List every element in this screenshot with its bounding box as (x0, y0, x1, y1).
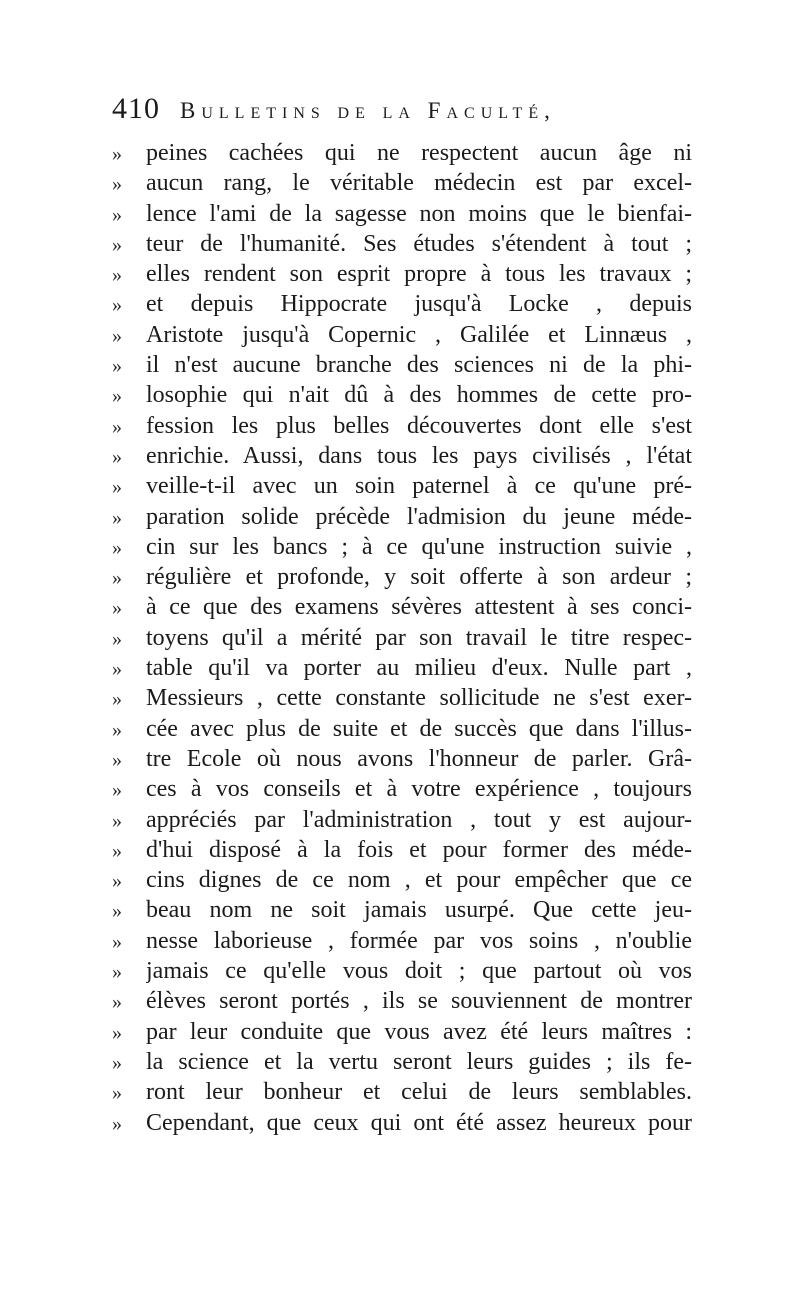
line-text: Messieurs , cette constante sollicitude ne s'est exer- (146, 685, 692, 712)
text-line (112, 534, 692, 564)
quotation-mark: » (112, 1082, 122, 1105)
text-line (112, 170, 692, 200)
quotation-mark: » (112, 264, 122, 287)
text-line (112, 352, 692, 382)
text-line (112, 655, 692, 685)
line-text: aucun rang, le véritable médecin est par excel- (146, 170, 692, 197)
text-line (112, 807, 692, 837)
quotation-mark: » (112, 688, 122, 711)
quotation-mark: » (112, 1021, 122, 1044)
line-text: Aristote jusqu'à Copernic , Galilée et Linnæus , (146, 321, 692, 348)
text-line (112, 413, 692, 443)
text-line (112, 201, 692, 231)
text-line (112, 867, 692, 897)
text-line (112, 1110, 692, 1140)
quotation-mark: » (112, 233, 122, 256)
quotation-mark: » (112, 627, 122, 650)
text-line (112, 897, 692, 927)
text-line (112, 837, 692, 867)
line-text: et depuis Hippocrate jusqu'à Locke , depuis (146, 291, 692, 318)
text-line (112, 140, 692, 170)
quotation-mark: » (112, 355, 122, 378)
text-line (112, 746, 692, 776)
line-text: il n'est aucune branche des sciences ni de la phi- (146, 352, 692, 379)
quotation-mark: » (112, 1051, 122, 1074)
line-text: ces à vos conseils et à votre expérience , toujours (146, 776, 692, 803)
line-text: par leur conduite que vous avez été leurs maîtres : (146, 1018, 692, 1045)
line-text: enrichie. Aussi, dans tous les pays civilisés , l'état (146, 442, 692, 469)
text-line (112, 716, 692, 746)
line-text: cins dignes de ce nom , et pour empêcher que ce (146, 867, 692, 894)
text-line (112, 625, 692, 655)
text-line (112, 382, 692, 412)
line-text: lence l'ami de la sagesse non moins que le bienfai- (146, 200, 692, 227)
line-text: nesse laborieuse , formée par vos soins , n'oublie (146, 927, 692, 954)
quotation-mark: » (112, 203, 122, 226)
line-text: régulière et profonde, y soit offerte à son ardeur ; (146, 564, 692, 591)
line-text: cin sur les bancs ; à ce qu'une instruction suivie , (146, 533, 692, 560)
line-text: cée avec plus de suite et de succès que dans l'illus- (146, 715, 692, 742)
text-line (112, 231, 692, 261)
line-text: table qu'il va porter au milieu d'eux. Nulle part , (146, 655, 692, 682)
text-line (112, 473, 692, 503)
quotation-mark: » (112, 961, 122, 984)
quotation-mark: » (112, 900, 122, 923)
text-line (112, 776, 692, 806)
quotation-mark: » (112, 930, 122, 953)
text-line (112, 261, 692, 291)
quotation-mark: » (112, 173, 122, 196)
quotation-mark: » (112, 567, 122, 590)
body-text (112, 140, 692, 1140)
quotation-mark: » (112, 597, 122, 620)
running-title: Bulletins de la Faculté, (180, 98, 556, 123)
quotation-mark: » (112, 294, 122, 317)
quotation-mark: » (112, 506, 122, 529)
page-number: 410 (112, 92, 160, 125)
quotation-mark: » (112, 143, 122, 165)
text-line (112, 443, 692, 473)
quotation-mark: » (112, 991, 122, 1014)
line-text: teur de l'humanité. Ses études s'étendent à tout ; (146, 230, 692, 257)
quotation-mark: » (112, 324, 122, 347)
text-line (112, 958, 692, 988)
text-line (112, 594, 692, 624)
line-text: veille-t-il avec un soin paternel à ce qu'une pré- (146, 473, 692, 500)
line-text: à ce que des examens sévères attestent à ses conci- (146, 594, 692, 621)
quotation-mark: » (112, 476, 122, 499)
line-text: losophie qui n'ait dû à des hommes de cette pro- (146, 382, 692, 409)
quotation-mark: » (112, 718, 122, 741)
text-line (112, 504, 692, 534)
line-text: elles rendent son esprit propre à tous les travaux ; (146, 261, 692, 288)
quotation-mark: » (112, 445, 122, 468)
line-text: tre Ecole où nous avons l'honneur de parler. Grâ- (146, 745, 692, 772)
line-text: Cependant, que ceux qui ont été assez heureux pour (146, 1109, 692, 1136)
text-line (112, 291, 692, 321)
text-line (112, 322, 692, 352)
line-text: paration solide précède l'admision du jeune méde- (146, 503, 692, 530)
line-text: peines cachées qui ne respectent aucun âge ni (146, 140, 692, 166)
quotation-mark: » (112, 1112, 122, 1135)
quotation-mark: » (112, 748, 122, 771)
running-head (112, 92, 692, 132)
text-line (112, 1019, 692, 1049)
text-line (112, 988, 692, 1018)
line-text: fession les plus belles découvertes dont elle s'est (146, 412, 692, 439)
line-text: ront leur bonheur et celui de leurs semblables. (146, 1079, 692, 1106)
line-text: élèves seront portés , ils se souviennent de montrer (146, 988, 692, 1015)
line-text: la science et la vertu seront leurs guides ; ils fe- (146, 1048, 692, 1075)
text-line (112, 1049, 692, 1079)
quotation-mark: » (112, 809, 122, 832)
quotation-mark: » (112, 779, 122, 802)
line-text: jamais ce qu'elle vous doit ; que partout où vos (146, 958, 692, 985)
line-text: toyens qu'il a mérité par son travail le titre respec- (146, 624, 692, 651)
text-line (112, 685, 692, 715)
quotation-mark: » (112, 839, 122, 862)
quotation-mark: » (112, 385, 122, 408)
quotation-mark: » (112, 870, 122, 893)
text-line (112, 928, 692, 958)
text-line (112, 564, 692, 594)
quotation-mark: » (112, 658, 122, 681)
line-text: appréciés par l'administration , tout y est aujour- (146, 806, 692, 833)
quotation-mark: » (112, 536, 122, 559)
line-text: d'hui disposé à la fois et pour former des méde- (146, 836, 692, 863)
quotation-mark: » (112, 415, 122, 438)
line-text: beau nom ne soit jamais usurpé. Que cette jeu- (146, 897, 692, 924)
text-line (112, 1079, 692, 1109)
